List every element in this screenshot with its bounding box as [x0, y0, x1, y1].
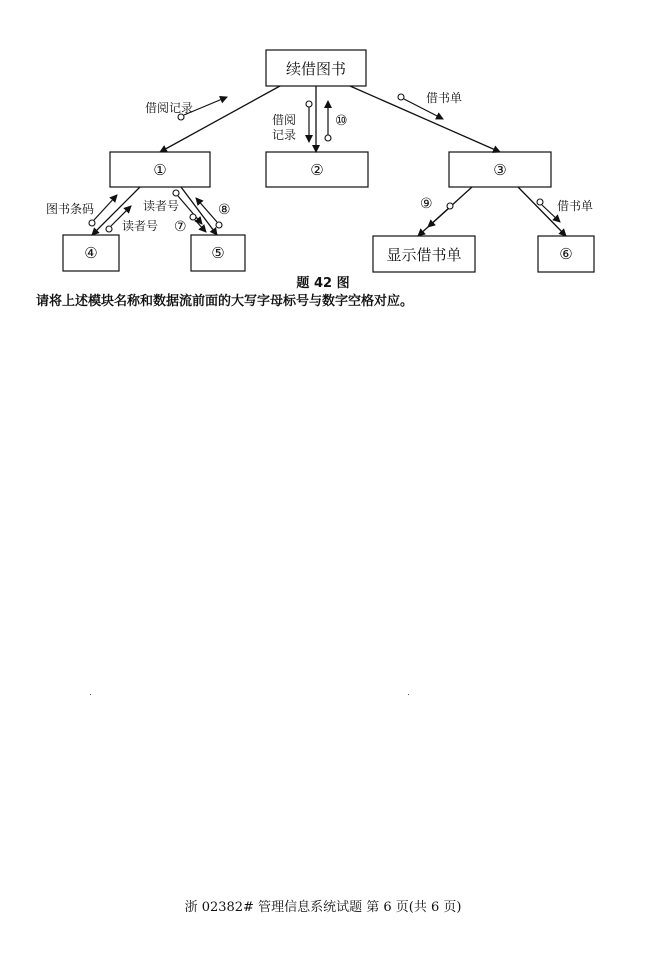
call-root-to-1 — [160, 86, 280, 152]
flow-9-marker: ⑨ — [420, 196, 433, 212]
flow-10 — [325, 101, 348, 141]
module-5-label: ⑤ — [211, 244, 225, 262]
scan-speck — [408, 694, 409, 695]
flow-8-marker: ⑧ — [218, 202, 231, 218]
flow-7 — [174, 214, 206, 235]
flow-9 — [420, 196, 453, 227]
page-footer: 浙 02382# 管理信息系统试题 第 6 页(共 6 页) — [184, 900, 462, 915]
flow-book-barcode-label: 图书条码 — [46, 202, 95, 216]
structure-chart — [0, 0, 646, 275]
flow-borrow-slip-right — [537, 198, 593, 222]
module-3-label: ③ — [493, 161, 507, 179]
module-4-label: ④ — [84, 244, 98, 262]
scan-speck — [90, 694, 91, 695]
flow-borrow-slip-right-label: 借书单 — [557, 199, 594, 213]
figure-caption: 题 42 图 — [296, 276, 350, 291]
flow-borrow-slip-top — [398, 90, 462, 119]
module-1-label: ① — [153, 161, 167, 179]
flow-7-marker: ⑦ — [174, 219, 187, 235]
call-root-to-3 — [350, 86, 500, 152]
module-6-label: ⑥ — [559, 245, 573, 263]
flow-borrow-record-top — [145, 97, 227, 120]
flow-borrow-record-mid-label-2: 记录 — [272, 128, 297, 142]
module-2-label: ② — [310, 161, 324, 179]
module-display-slip-label: 显示借书单 — [386, 246, 462, 264]
question-instruction: 请将上述模块名称和数据流前面的大写字母标号与数字空格对应。 — [36, 294, 414, 309]
module-4 — [63, 235, 119, 271]
flow-reader-no-lower-label: 读者号 — [122, 219, 159, 233]
module-display-slip — [373, 236, 475, 272]
flow-borrow-record-mid-label-1: 借阅 — [272, 113, 297, 127]
flow-borrow-slip-top-label: 借书单 — [426, 91, 463, 105]
flow-borrow-record-mid — [272, 101, 312, 142]
module-2 — [266, 152, 368, 187]
flow-10-marker: ⑩ — [335, 113, 348, 129]
flow-borrow-record-top-label: 借阅记录 — [145, 101, 194, 115]
module-3 — [449, 152, 551, 187]
module-1 — [110, 152, 210, 187]
root-module — [266, 50, 366, 86]
module-6 — [538, 236, 594, 272]
flow-reader-no-upper-label: 读者号 — [143, 199, 180, 213]
root-module-label: 续借图书 — [285, 60, 347, 78]
module-5 — [191, 235, 245, 271]
